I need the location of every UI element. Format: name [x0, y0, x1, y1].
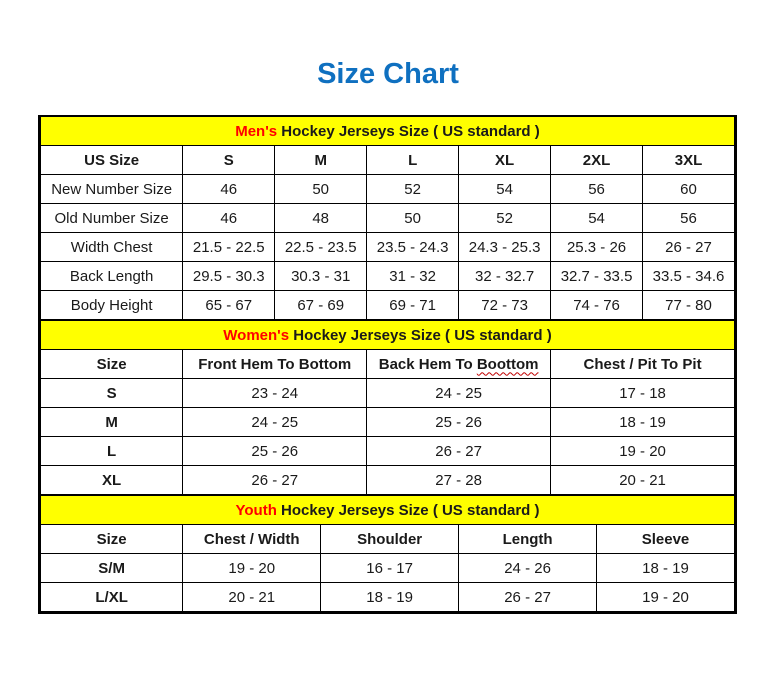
size-value: 60: [643, 175, 735, 204]
size-value: 26 - 27: [183, 466, 367, 495]
size-value: 31 - 32: [367, 262, 459, 291]
misspelled-word: Boottom: [476, 355, 539, 373]
size-value: 23 - 24: [183, 379, 367, 408]
size-value: 24 - 26: [459, 554, 597, 583]
size-value: 24 - 25: [183, 408, 367, 437]
size-value: 24.3 - 25.3: [459, 233, 551, 262]
youth-section-title-text: Hockey Jerseys Size ( US standard ): [276, 501, 540, 519]
row-label: L/XL: [41, 583, 183, 612]
size-value: 21.5 - 22.5: [183, 233, 275, 262]
size-value: 18 - 19: [321, 583, 459, 612]
mens-band-row: [41, 117, 735, 146]
youth-col-header-1: Chest / Width: [183, 525, 321, 554]
mens-col-header-2: M: [275, 146, 367, 175]
mens-col-header-4: XL: [459, 146, 551, 175]
size-value: 20 - 21: [183, 583, 321, 612]
size-value: 46: [183, 204, 275, 233]
mens-section-title-accent: Men's: [235, 122, 278, 140]
youth-section-title-accent: Youth: [235, 501, 277, 519]
size-value: 56: [551, 175, 643, 204]
row-label: Old Number Size: [41, 204, 183, 233]
size-value: 54: [551, 204, 643, 233]
size-value: 23.5 - 24.3: [367, 233, 459, 262]
size-value: 20 - 21: [551, 466, 735, 495]
mens-col-header-0: US Size: [41, 146, 183, 175]
size-value: 17 - 18: [551, 379, 735, 408]
row-label: Width Chest: [41, 233, 183, 262]
size-value: 72 - 73: [459, 291, 551, 320]
table-row: [41, 204, 735, 233]
womens-col-header-0: Size: [41, 350, 183, 379]
size-value: 22.5 - 23.5: [275, 233, 367, 262]
size-value: 29.5 - 30.3: [183, 262, 275, 291]
mens-section-title: [41, 117, 735, 146]
youth-header-row: [41, 525, 735, 554]
size-value: 69 - 71: [367, 291, 459, 320]
womens-size-table: [40, 320, 735, 495]
size-value: 67 - 69: [275, 291, 367, 320]
size-value: 18 - 19: [551, 408, 735, 437]
size-value: 30.3 - 31: [275, 262, 367, 291]
youth-col-header-4: Sleeve: [597, 525, 735, 554]
womens-col-header-1: Front Hem To Bottom: [183, 350, 367, 379]
size-value: 50: [367, 204, 459, 233]
size-value: 74 - 76: [551, 291, 643, 320]
youth-size-table: [40, 495, 735, 612]
size-value: 26 - 27: [367, 437, 551, 466]
womens-header-row: [41, 350, 735, 379]
table-row: [41, 379, 735, 408]
row-label: Back Length: [41, 262, 183, 291]
mens-size-table: [40, 117, 735, 320]
page-title: Size Chart: [317, 58, 459, 90]
mens-header-row: [41, 146, 735, 175]
row-label: XL: [41, 466, 183, 495]
size-value: 32.7 - 33.5: [551, 262, 643, 291]
table-row: [41, 262, 735, 291]
mens-col-header-1: S: [183, 146, 275, 175]
table-row: [41, 554, 735, 583]
table-row: [41, 583, 735, 612]
row-label: Body Height: [41, 291, 183, 320]
table-row: [41, 291, 735, 320]
size-value: 26 - 27: [459, 583, 597, 612]
size-value: 26 - 27: [643, 233, 735, 262]
youth-band-row: [41, 496, 735, 525]
table-row: [41, 408, 735, 437]
womens-section-title-accent: Women's: [223, 326, 290, 344]
size-value: 52: [459, 204, 551, 233]
size-value: 16 - 17: [321, 554, 459, 583]
mens-section-title-text: Hockey Jerseys Size ( US standard ): [277, 122, 540, 140]
mens-col-header-6: 3XL: [643, 146, 735, 175]
size-value: 32 - 32.7: [459, 262, 551, 291]
table-row: [41, 233, 735, 262]
mens-col-header-3: L: [367, 146, 459, 175]
womens-col-header-3: Chest / Pit To Pit: [551, 350, 735, 379]
row-label: M: [41, 408, 183, 437]
size-value: 27 - 28: [367, 466, 551, 495]
size-value: 18 - 19: [597, 554, 735, 583]
size-value: 46: [183, 175, 275, 204]
womens-section-title-text: Hockey Jerseys Size ( US standard ): [289, 326, 552, 344]
size-value: 24 - 25: [367, 379, 551, 408]
size-value: 25 - 26: [183, 437, 367, 466]
youth-section-title: [41, 496, 735, 525]
size-chart-tables: [38, 115, 737, 614]
size-value: 56: [643, 204, 735, 233]
youth-col-header-2: Shoulder: [321, 525, 459, 554]
size-value: 33.5 - 34.6: [643, 262, 735, 291]
youth-col-header-0: Size: [41, 525, 183, 554]
size-value: 19 - 20: [183, 554, 321, 583]
size-value: 52: [367, 175, 459, 204]
table-row: [41, 466, 735, 495]
row-label: S: [41, 379, 183, 408]
size-value: 65 - 67: [183, 291, 275, 320]
size-value: 25 - 26: [367, 408, 551, 437]
womens-col-header-2: Back Hem To Boottom: [367, 350, 551, 379]
size-value: 50: [275, 175, 367, 204]
row-label: L: [41, 437, 183, 466]
size-value: 19 - 20: [551, 437, 735, 466]
womens-band-row: [41, 321, 735, 350]
youth-col-header-3: Length: [459, 525, 597, 554]
womens-section-title: [41, 321, 735, 350]
size-value: 25.3 - 26: [551, 233, 643, 262]
table-row: [41, 437, 735, 466]
row-label: New Number Size: [41, 175, 183, 204]
size-value: 19 - 20: [597, 583, 735, 612]
row-label: S/M: [41, 554, 183, 583]
mens-col-header-5: 2XL: [551, 146, 643, 175]
size-value: 54: [459, 175, 551, 204]
size-value: 48: [275, 204, 367, 233]
table-row: [41, 175, 735, 204]
size-value: 77 - 80: [643, 291, 735, 320]
